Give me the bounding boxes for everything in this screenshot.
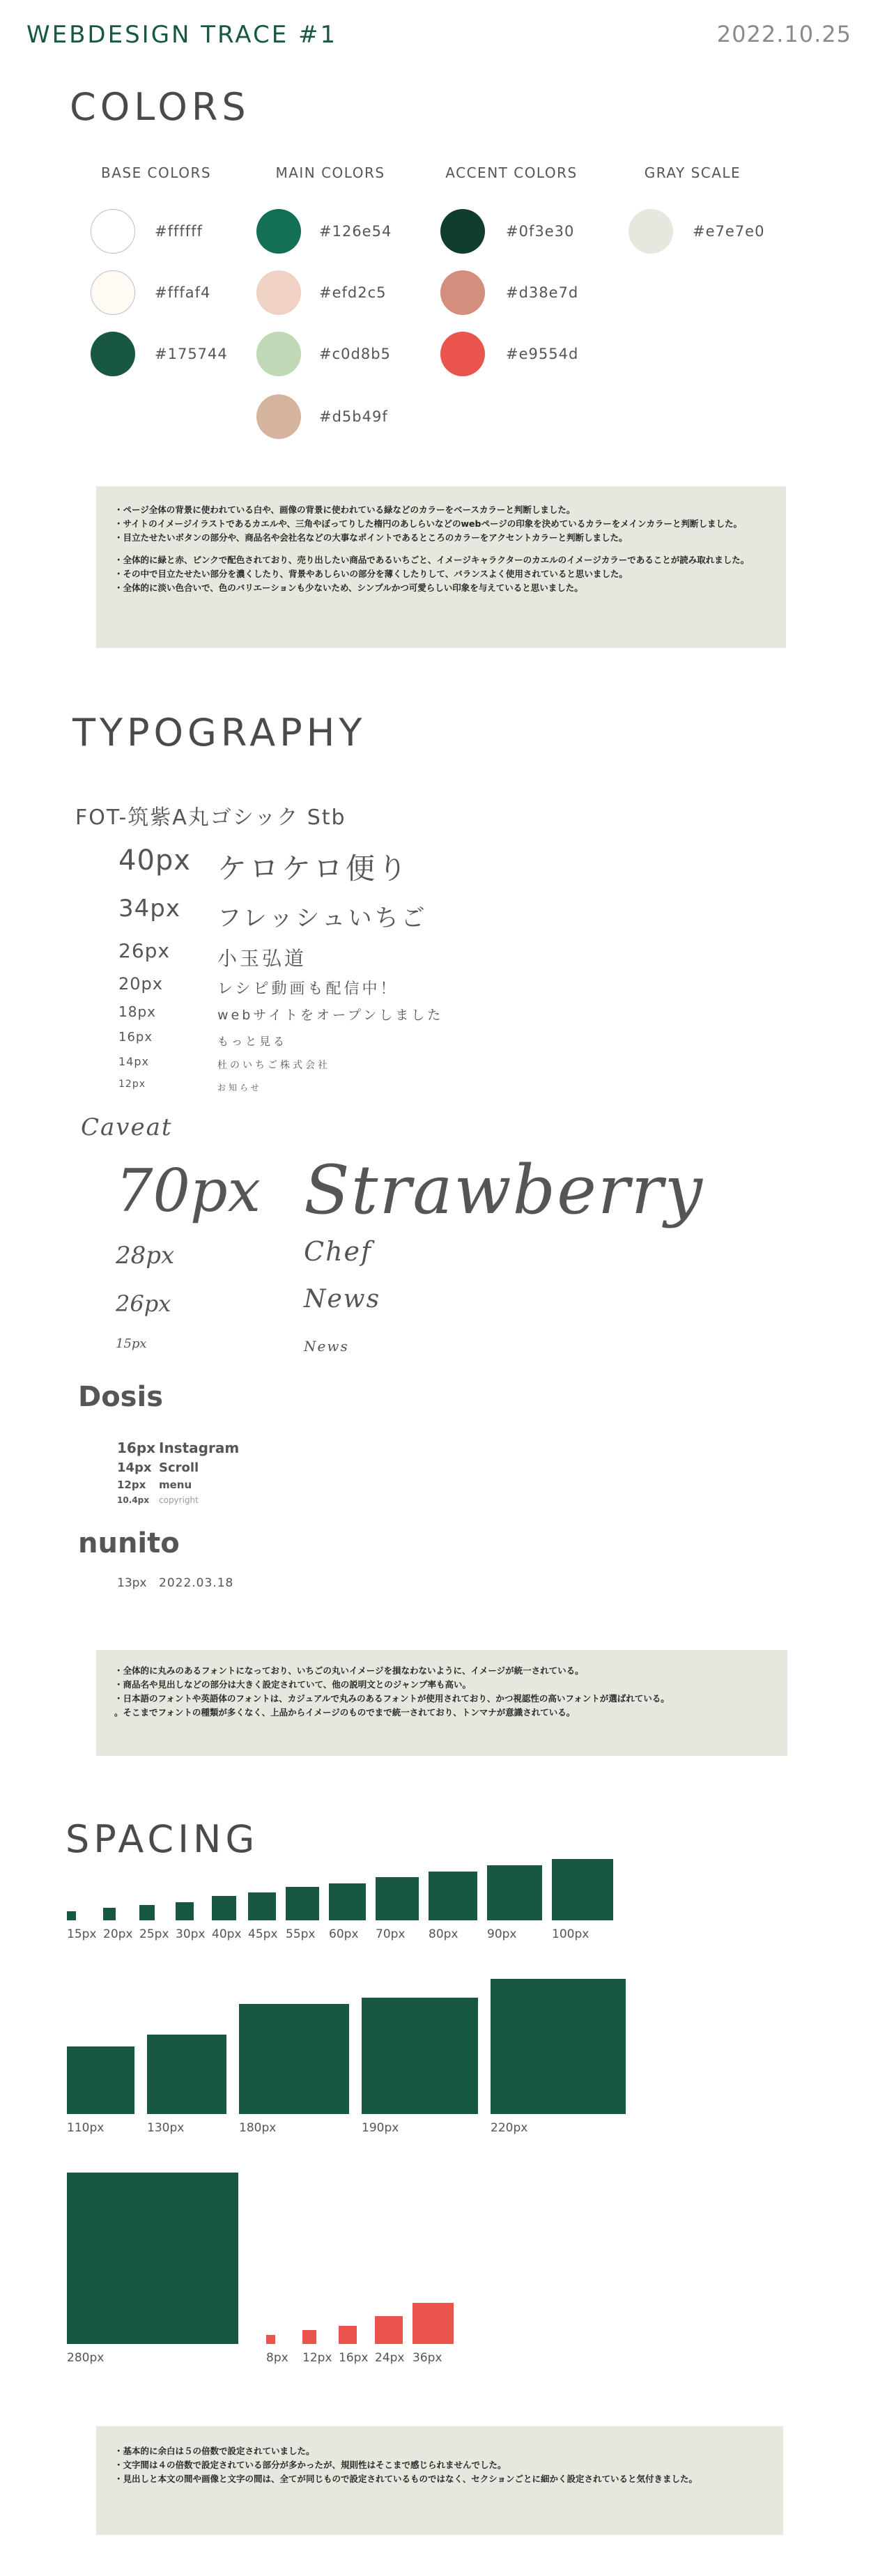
accent-colors-heading: ACCENT COLORS (445, 164, 578, 181)
spacing-section-title: SPACING (65, 1817, 259, 1861)
dosis-size-label: 12px (117, 1479, 146, 1491)
base-color-hex: #fffaf4 (155, 284, 211, 301)
jp-size-label: 12px (118, 1079, 146, 1090)
jp-sample-text: 杜のいちご株式会社 (217, 1060, 330, 1071)
spacing-square (266, 2335, 275, 2344)
colors-note-line: ・サイトのイメージイラストであるカエルや、三角やぼってりした楕円のあしらいなどのwebページの印象を決めているカラーをメインカラーと判断しました。 (114, 518, 742, 529)
main-colors-heading: MAIN COLORS (275, 164, 385, 181)
dosis-size-label: 14px (117, 1460, 152, 1475)
caveat-sample-text: News (304, 1285, 381, 1313)
spacing-square (362, 1998, 478, 2114)
spacing-square (375, 2316, 403, 2344)
colors-note-line: ・目立たせたいボタンの部分や、商品名や会社名などの大事なポイントであるところのカラーをアクセントカラーと判断しました。 (114, 532, 628, 543)
spacing-label: 20px (103, 1927, 133, 1941)
jp-size-label: 20px (118, 974, 163, 994)
base-colors-heading: BASE COLORS (100, 164, 212, 181)
typography-note-line: 。そこまでフォントの種類が多くなく、上品からイメージのものでまで統一されており、トンマナが意識されている。 (114, 1707, 576, 1718)
typography-note-line: ・全体的に丸みのあるフォントになっており、いちごの丸いイメージを損なわないように、イメージが統一されている。 (114, 1665, 584, 1676)
spacing-square (302, 2330, 316, 2344)
jp-sample-text: もっと見る (217, 1035, 288, 1048)
typography-section-title: TYPOGRAPHY (72, 711, 367, 755)
accent-color-swatch (440, 332, 485, 376)
typography-notes-box (96, 1650, 787, 1756)
main-color-swatch (256, 394, 301, 439)
jp-sample-text: 小玉弘道 (217, 947, 307, 970)
base-color-swatch (91, 332, 135, 376)
spacing-label: 100px (552, 1927, 589, 1941)
colors-note-line: ・ページ全体の背景に使われている白や、画像の背景に使われている緑などのカラーをベースカラーと判断しました。 (114, 504, 576, 515)
spacing-label: 40px (212, 1927, 242, 1941)
jp-size-label: 26px (118, 939, 170, 962)
jp-size-label: 16px (118, 1030, 153, 1044)
colors-note-line: ・その中で目立たせたい部分を濃くしたり、背景やあしらいの部分を薄くしたりして、バランスよく使用されていると思いました。 (114, 569, 628, 579)
typography-note-line: ・日本語のフォントや英語体のフォントは、カジュアルで丸みのあるフォントが使用されており、かつ視認性の高いフォントが選ばれている。 (114, 1693, 670, 1704)
spacing-label: 24px (375, 2351, 405, 2365)
base-color-swatch (91, 270, 135, 315)
spacing-note-line: ・基本的に余白は５の倍数で設定されていました。 (114, 2446, 315, 2456)
spacing-label: 55px (286, 1927, 316, 1941)
jp-sample-text: フレッシュいちご (217, 904, 428, 932)
spacing-note-line: ・文字間は４の倍数で設定されている部分が多かったが、規則性はそこまで感じられませんでした。 (114, 2460, 507, 2470)
dosis-size-label: 16px (117, 1440, 156, 1456)
main-color-swatch (256, 209, 301, 254)
caveat-size-label: 26px (116, 1290, 171, 1317)
main-color-hex: #126e54 (319, 223, 392, 240)
spacing-label: 12px (302, 2351, 332, 2365)
spacing-label: 280px (67, 2351, 105, 2365)
spacing-square (67, 1911, 76, 1920)
jp-sample-text: webサイトをオープンしました (217, 1008, 444, 1023)
jp-size-label: 14px (118, 1055, 149, 1068)
caveat-size-label: 28px (116, 1242, 175, 1270)
spacing-square (491, 1979, 626, 2114)
caveat-font-name: Caveat (81, 1113, 173, 1141)
base-color-hex: #ffffff (155, 223, 203, 240)
gray-color-swatch (629, 209, 673, 254)
spacing-square (429, 1872, 477, 1920)
spacing-label: 190px (362, 2121, 399, 2135)
spacing-label: 15px (67, 1927, 97, 1941)
spacing-square (67, 2173, 238, 2344)
spacing-label: 70px (376, 1927, 406, 1941)
caveat-sample-text: Strawberry (304, 1151, 704, 1229)
spacing-label: 45px (248, 1927, 278, 1941)
dosis-sample-text: Scroll (159, 1460, 199, 1475)
spacing-label: 110px (67, 2121, 105, 2135)
typography-note-line: ・商品名や見出しなどの部分は大きく設定されていて、他の説明文とのジャンプ率も高い。 (114, 1679, 472, 1690)
gray-scale-heading: GRAY SCALE (644, 164, 741, 181)
spacing-label: 8px (266, 2351, 288, 2365)
spacing-label: 90px (487, 1927, 517, 1941)
dosis-sample-text: Instagram (159, 1440, 240, 1456)
spacing-label: 180px (239, 2121, 277, 2135)
spacing-label: 25px (139, 1927, 169, 1941)
accent-color-hex: #d38e7d (506, 284, 579, 301)
spacing-square (286, 1887, 319, 1920)
spacing-label: 80px (429, 1927, 458, 1941)
spacing-label: 16px (339, 2351, 369, 2365)
jp-sample-text: ケロケロ便り (217, 851, 410, 886)
spacing-square (413, 2303, 454, 2344)
spacing-square (239, 2004, 349, 2114)
base-color-hex: #175744 (155, 346, 228, 362)
colors-notes-box (96, 486, 786, 648)
jp-size-label: 18px (118, 1003, 156, 1020)
spacing-note-line: ・見出しと本文の間や画像と文字の間は、全てが同じもので設定されているものではなく、セクションごとに細かく設定されていると気付きました。 (114, 2474, 698, 2484)
dosis-sample-text: copyright (159, 1495, 199, 1505)
spacing-label: 220px (491, 2121, 528, 2135)
nunito-font-name: nunito (78, 1527, 180, 1559)
accent-color-swatch (440, 209, 485, 254)
page-header-title: WEBDESIGN TRACE #1 (26, 21, 338, 49)
spacing-square (487, 1865, 542, 1920)
spacing-label: 130px (147, 2121, 185, 2135)
base-color-swatch (91, 209, 135, 254)
spacing-notes-box (96, 2426, 783, 2535)
spacing-square (176, 1902, 194, 1920)
page-header-date: 2022.10.25 (716, 21, 851, 47)
dosis-font-name: Dosis (78, 1381, 164, 1413)
main-color-hex: #c0d8b5 (319, 346, 391, 362)
colors-note-line (114, 545, 768, 553)
caveat-size-label: 15px (116, 1336, 147, 1351)
accent-color-hex: #e9554d (506, 346, 579, 362)
spacing-label: 30px (176, 1927, 206, 1941)
nunito-sample-text: 2022.03.18 (159, 1576, 234, 1590)
main-color-swatch (256, 332, 301, 376)
colors-section-title: COLORS (70, 85, 250, 129)
spacing-square (552, 1859, 613, 1920)
spacing-label: 36px (413, 2351, 442, 2365)
caveat-sample-text: Chef (304, 1236, 373, 1267)
main-color-swatch (256, 270, 301, 315)
colors-note-line: ・全体的に淡い色合いで、色のバリエーションも少ないため、シンプルかつ可愛らしい印象を与えていると思いました。 (114, 583, 583, 593)
spacing-square (139, 1905, 155, 1920)
spacing-square (248, 1892, 276, 1920)
spacing-square (103, 1908, 116, 1920)
dosis-size-label: 10.4px (117, 1495, 149, 1505)
jp-size-label: 40px (118, 844, 191, 877)
jp-size-label: 34px (118, 895, 180, 923)
spacing-square (67, 2046, 134, 2114)
dosis-sample-text: menu (159, 1479, 192, 1491)
jp-sample-text: レシピ動画も配信中！ (217, 980, 399, 998)
caveat-size-label: 70px (116, 1157, 261, 1225)
colors-note-line: ・全体的に緑と赤、ピンクで配色されており、売り出したい商品であるいちごと、イメージキャラクターのカエルのイメージカラーであることが読み取れました。 (114, 555, 750, 565)
spacing-square (147, 2035, 226, 2114)
main-color-hex: #d5b49f (319, 408, 388, 425)
nunito-size-label: 13px (117, 1576, 147, 1590)
spacing-label: 60px (329, 1927, 359, 1941)
accent-color-hex: #0f3e30 (506, 223, 575, 240)
main-color-hex: #efd2c5 (319, 284, 387, 301)
spacing-square (212, 1896, 236, 1920)
gray-color-hex: #e7e7e0 (693, 223, 765, 240)
jp-sample-text: お知らせ (217, 1083, 262, 1093)
spacing-square (339, 2326, 357, 2344)
jp-font-name: FOT-筑紫A丸ゴシック Stb (75, 805, 346, 830)
spacing-square (376, 1877, 419, 1920)
caveat-sample-text: News (304, 1338, 349, 1355)
spacing-square (329, 1883, 366, 1920)
accent-color-swatch (440, 270, 485, 315)
